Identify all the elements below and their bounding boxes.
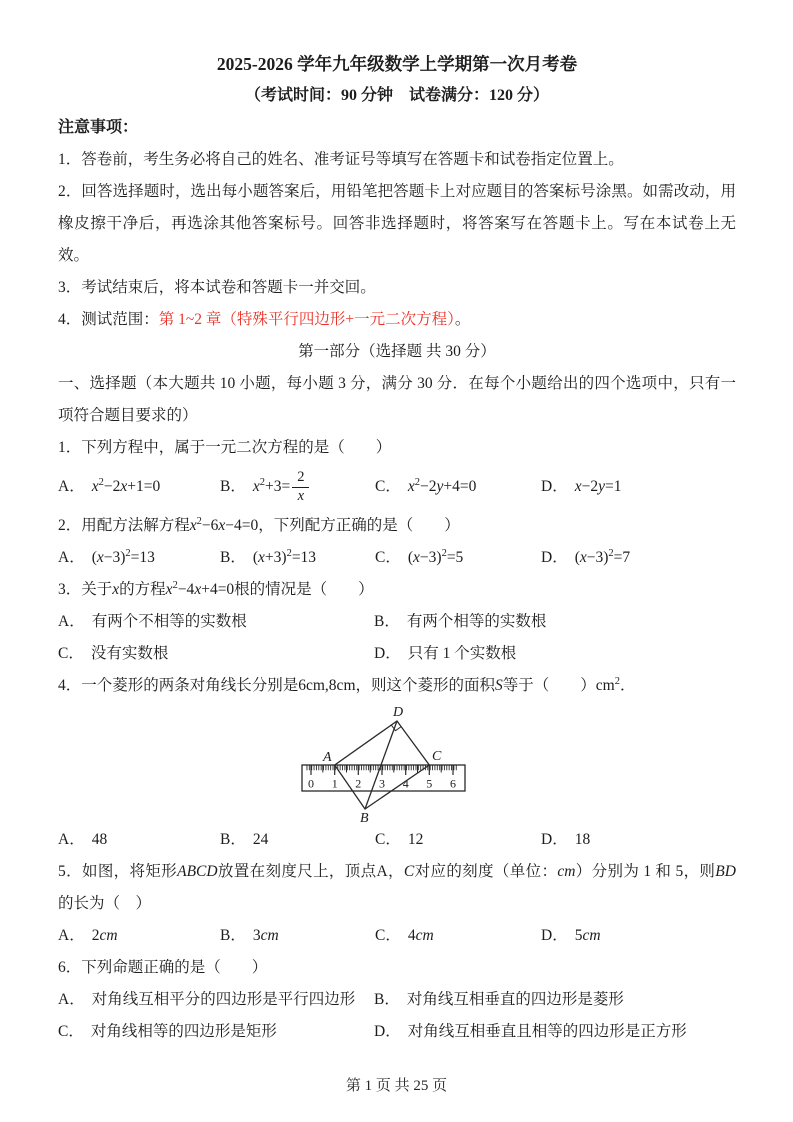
right-angle-mark bbox=[391, 725, 401, 731]
question-4-stem: 4．一个菱形的两条对角线长分别是6cm,8cm，则这个菱形的面积S等于（ ）$cm^2$． bbox=[58, 675, 636, 694]
option-label: D． bbox=[541, 831, 568, 848]
note-item-4-prefix: 4．测试范围： bbox=[58, 311, 159, 328]
option-text: 5cm bbox=[574, 927, 601, 944]
question-6-options bbox=[58, 984, 736, 1048]
q4-option-b bbox=[220, 824, 375, 856]
q6-option-a bbox=[58, 984, 374, 1016]
question-1-options bbox=[58, 464, 736, 510]
q2-option-d bbox=[541, 542, 736, 574]
option-text: $x^2+3=$ $\frac{2}{x}$ bbox=[253, 478, 310, 495]
test-scope-highlight: 第 1~2 章（特殊平行四边形+一元二次方程） bbox=[158, 311, 455, 328]
question-1 bbox=[58, 432, 736, 510]
q6-option-c bbox=[58, 1016, 374, 1048]
option-text: 18 bbox=[574, 831, 591, 848]
option-label: A． bbox=[58, 927, 85, 944]
option-text: $(x+3)^2=13$ bbox=[252, 547, 317, 566]
option-text: 48 bbox=[91, 831, 108, 848]
vertex-label-b: B bbox=[360, 811, 369, 823]
ruler-number-1: 1 bbox=[331, 776, 338, 791]
question-5 bbox=[58, 856, 736, 952]
option-label: B． bbox=[220, 477, 246, 495]
option-label: D． bbox=[374, 645, 401, 662]
question-3-stem: 3．关于x的方程$x^2-4x+4=0$根的情况是（ ） bbox=[58, 579, 374, 598]
q3-option-d bbox=[374, 638, 736, 670]
option-label: D． bbox=[541, 927, 568, 944]
question-3 bbox=[58, 574, 736, 670]
option-text: 只有 1 个实数根 bbox=[407, 645, 517, 662]
question-2 bbox=[58, 510, 736, 574]
option-label: C． bbox=[58, 645, 84, 662]
q1-option-b bbox=[220, 469, 375, 504]
option-text: 对角线互相垂直且相等的四边形是正方形 bbox=[407, 1023, 687, 1040]
ruler-rectangle-diagram bbox=[277, 703, 517, 823]
ruler-number-6: 6 bbox=[450, 776, 456, 791]
vertex-label-c: C bbox=[432, 749, 442, 764]
option-label: A． bbox=[58, 478, 85, 495]
option-label: B． bbox=[220, 927, 246, 944]
option-label: D． bbox=[541, 549, 568, 566]
option-label: B． bbox=[374, 613, 400, 630]
note-item-1: 1．答卷前，考生务必将自己的姓名、准考证号等填写在答题卡和试卷指定位置上。 bbox=[58, 151, 624, 168]
q3-option-a bbox=[58, 606, 374, 638]
question-4-options bbox=[58, 824, 736, 856]
q4-option-a bbox=[58, 824, 220, 856]
option-label: C． bbox=[375, 831, 401, 848]
section-1-heading: 第一部分（选择题 共 30 分） bbox=[298, 343, 496, 360]
page-title: 2025-2026 学年九年级数学上学期第一次月考卷 bbox=[216, 54, 578, 74]
option-text: $(x-3)^2=7$ bbox=[574, 547, 631, 566]
q5-option-b bbox=[220, 920, 375, 952]
option-label: B． bbox=[374, 991, 400, 1008]
q1-option-d bbox=[541, 471, 736, 503]
question-3-options bbox=[58, 606, 736, 670]
question-6-stem: 6．下列命题正确的是（ ） bbox=[58, 959, 268, 976]
option-label: B． bbox=[220, 549, 246, 566]
option-label: D． bbox=[541, 478, 568, 495]
question-1-stem: 1．下列方程中，属于一元二次方程的是（ ） bbox=[58, 439, 392, 456]
ruler-number-0: 0 bbox=[308, 776, 314, 791]
q1-option-c bbox=[375, 471, 541, 503]
option-text: $x^2-2x+1=0$ bbox=[91, 476, 161, 495]
option-label: A． bbox=[58, 613, 85, 630]
q2-option-a bbox=[58, 542, 220, 574]
question-4 bbox=[58, 670, 736, 856]
q1-option-a bbox=[58, 471, 220, 503]
option-text: x−2y=1 bbox=[574, 478, 622, 495]
option-label: C． bbox=[375, 927, 401, 944]
q6-option-b bbox=[374, 984, 736, 1016]
option-text: $(x-3)^2=5$ bbox=[407, 547, 464, 566]
q2-option-c bbox=[375, 542, 541, 574]
question-5-options bbox=[58, 920, 736, 952]
option-text: 有两个不相等的实数根 bbox=[91, 613, 247, 630]
notes-section bbox=[58, 112, 736, 336]
option-label: A． bbox=[58, 831, 85, 848]
option-text: 3cm bbox=[252, 927, 279, 944]
option-text: 对角线相等的四边形是矩形 bbox=[90, 1023, 277, 1040]
vertex-label-d: D bbox=[393, 705, 404, 720]
q3-option-c bbox=[58, 638, 374, 670]
q4-option-d bbox=[541, 824, 736, 856]
q5-option-a bbox=[58, 920, 220, 952]
option-text: 对角线互相垂直的四边形是菱形 bbox=[406, 991, 624, 1008]
option-text: 2cm bbox=[91, 927, 118, 944]
note-item-2: 2．回答选择题时，选出每小题答案后，用铅笔把答题卡上对应题目的答案标号涂黑。如需改动，用橡皮擦干净后，再选涂其他答案标号。回答非选择题时，将答案写在答题卡上。写在本试卷上无效。 bbox=[58, 183, 736, 264]
notes-heading: 注意事项： bbox=[58, 119, 139, 136]
q4-option-c bbox=[375, 824, 541, 856]
note-item-4-suffix: 。 bbox=[454, 311, 471, 328]
q6-option-d bbox=[374, 1016, 736, 1048]
option-text: $x^2-2y+4=0$ bbox=[407, 476, 477, 495]
question-5-stem: 5．如图，将矩形ABCD放置在刻度尺上，顶点A，C对应的刻度（单位：cm）分别为 1 和 5，则BD的长为（ ） bbox=[58, 863, 736, 912]
ruler-number-2: 2 bbox=[355, 776, 362, 791]
option-label: A． bbox=[58, 549, 85, 566]
option-label: C． bbox=[375, 478, 401, 495]
question-2-options bbox=[58, 542, 736, 574]
section-1-intro: 一、选择题（本大题共 10 小题，每小题 3 分，满分 30 分．在每个小题给出的四个选项中，只有一项符合题目要求的） bbox=[58, 375, 736, 424]
page-footer: 第 1 页 共 25 页 bbox=[345, 1078, 448, 1094]
ruler-number-5: 5 bbox=[426, 776, 433, 791]
question-2-stem: 2．用配方法解方程$x^2-6x-4=0$，下列配方正确的是（ ） bbox=[58, 515, 460, 534]
option-text: $(x-3)^2=13$ bbox=[91, 547, 155, 566]
note-item-3: 3．考试结束后，将本试卷和答题卡一并交回。 bbox=[58, 279, 376, 296]
q5-option-d bbox=[541, 920, 736, 952]
ruler-number-4: 4 bbox=[402, 776, 409, 791]
q5-option-c bbox=[375, 920, 541, 952]
question-6 bbox=[58, 952, 736, 1048]
q4-ruler-figure bbox=[58, 703, 736, 823]
option-text: 12 bbox=[407, 831, 424, 848]
option-text: 对角线互相平分的四边形是平行四边形 bbox=[91, 991, 356, 1008]
option-text: 24 bbox=[252, 831, 269, 848]
note-item-4 bbox=[58, 304, 736, 336]
option-label: C． bbox=[375, 549, 401, 566]
option-label: B． bbox=[220, 831, 246, 848]
option-label: D． bbox=[374, 1023, 401, 1040]
q2-option-b bbox=[220, 542, 375, 574]
vertex-label-a: A bbox=[323, 750, 332, 765]
option-text: 没有实数根 bbox=[90, 645, 169, 662]
option-text: 4cm bbox=[407, 927, 434, 944]
option-text: 有两个相等的实数根 bbox=[406, 613, 547, 630]
ruler-number-3: 3 bbox=[379, 776, 385, 791]
q3-option-b bbox=[374, 606, 736, 638]
page-subtitle: （考试时间：90 分钟 试卷满分：120 分） bbox=[244, 87, 549, 104]
option-label: A． bbox=[58, 991, 85, 1008]
option-label: C． bbox=[58, 1023, 84, 1040]
